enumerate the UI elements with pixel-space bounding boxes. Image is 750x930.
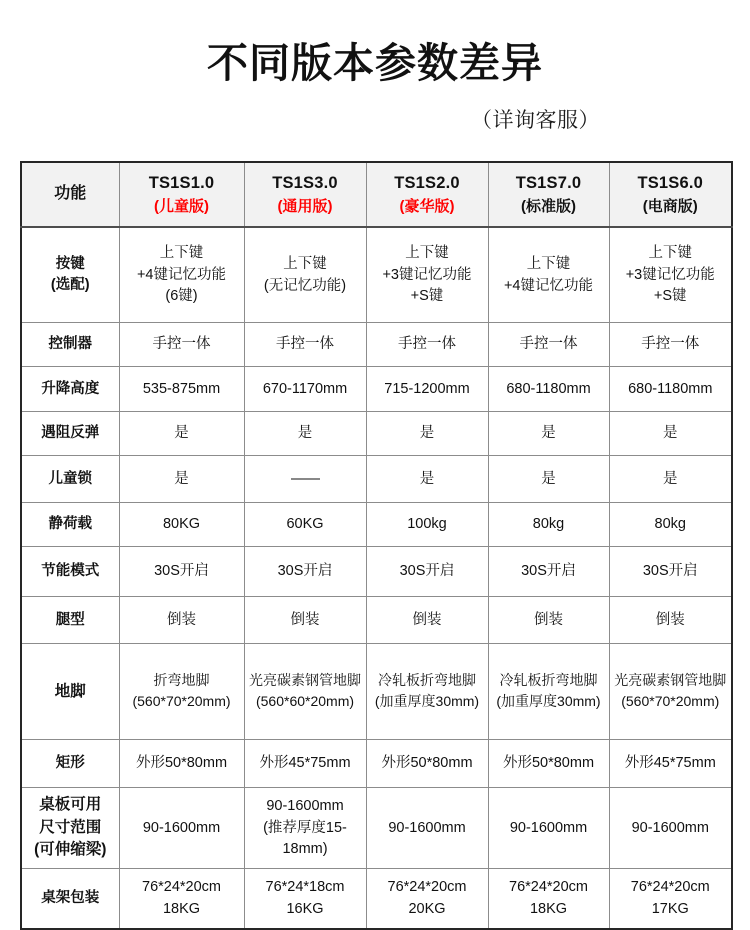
cell-line: +S键 — [410, 288, 444, 305]
cell-line: 30S开启 — [154, 563, 209, 580]
cell-line: 30S开启 — [521, 563, 576, 580]
row-label-line: (选配) — [50, 277, 90, 293]
cell-line: 680-1180mm — [506, 380, 591, 397]
table-header-row — [21, 162, 732, 227]
cell-line: 是 — [297, 425, 313, 442]
cell-line: 90-1600mm — [142, 819, 221, 836]
row-label-line: 桌板可用 — [39, 796, 102, 814]
subtitle-block — [471, 104, 600, 134]
table-row — [21, 597, 732, 644]
row-label-cell — [21, 547, 119, 597]
table-cell — [119, 367, 244, 412]
table-cell — [119, 227, 244, 323]
cell-line: (无记忆功能) — [263, 277, 347, 294]
cell-line: 76*24*20cm — [509, 879, 588, 896]
row-label-line: 地脚 — [54, 682, 86, 700]
table-cell — [488, 740, 609, 788]
page-title: 不同版本参数差异 — [207, 40, 543, 86]
table-cell — [119, 503, 244, 547]
table-cell — [244, 869, 366, 930]
cell-line: +4键记忆功能 — [136, 266, 227, 283]
table-cell — [119, 597, 244, 644]
table-row — [21, 456, 732, 503]
table-cell — [119, 323, 244, 367]
spec-table-wrap — [20, 161, 731, 930]
cell-line: 手控一体 — [519, 336, 578, 353]
cell-line: 光亮碳素钢管地脚 — [614, 672, 727, 689]
table-cell — [366, 412, 488, 456]
table-row — [21, 227, 732, 323]
table-cell — [366, 367, 488, 412]
cell-line: 上下键 — [405, 245, 449, 262]
table-body — [21, 162, 732, 929]
cell-line: 18KG — [529, 901, 568, 917]
cell-line: 100kg — [407, 516, 447, 533]
table-cell — [488, 227, 609, 323]
cell-line: 90-1600mm — [631, 819, 709, 836]
table-row — [21, 323, 732, 367]
title-block — [0, 42, 750, 85]
table-cell — [244, 547, 366, 597]
cell-line: 30S开启 — [642, 563, 698, 580]
table-cell — [366, 456, 488, 503]
cell-line: 76*24*20cm — [387, 879, 467, 896]
cell-line: 冷轧板折弯地脚 — [499, 672, 598, 689]
cell-line: 20KG — [408, 901, 446, 917]
cell-line: 倒装 — [412, 611, 442, 628]
table-cell — [488, 412, 609, 456]
row-label-line: 桌架包装 — [41, 890, 100, 907]
row-label-line: 遇阻反弹 — [41, 425, 100, 442]
cell-line: 外形45*75mm — [259, 755, 351, 772]
model-code: TS1S2.0 — [394, 173, 460, 192]
cell-line: 上下键 — [526, 255, 571, 272]
cell-line: 是 — [174, 425, 189, 442]
header-cell-feature: 功能 — [21, 162, 119, 227]
cell-line: 535-875mm — [142, 380, 221, 397]
cell-line: 手控一体 — [641, 336, 700, 353]
cell-line: +4键记忆功能 — [503, 277, 594, 294]
table-cell — [488, 323, 609, 367]
cell-line: 76*24*18cm — [265, 879, 345, 896]
model-code: TS1S6.0 — [637, 173, 704, 192]
cell-line: 外形50*80mm — [381, 755, 473, 772]
cell-line: 680-1180mm — [628, 380, 713, 397]
table-cell — [366, 323, 488, 367]
table-cell — [119, 547, 244, 597]
table-row — [21, 740, 732, 788]
cell-line: 是 — [419, 470, 435, 487]
table-cell — [119, 456, 244, 503]
table-cell — [609, 597, 732, 644]
model-variant: (电商版) — [642, 198, 698, 216]
cell-line: +S键 — [653, 288, 687, 305]
row-label-cell — [21, 644, 119, 740]
cell-line: 倒装 — [167, 611, 196, 628]
cell-line: +3键记忆功能 — [625, 266, 715, 283]
table-row — [21, 367, 732, 412]
model-variant: (儿童版) — [154, 198, 209, 216]
table-cell — [244, 323, 366, 367]
cell-line: 715-1200mm — [384, 380, 470, 397]
cell-line: 光亮碳素钢管地脚 — [249, 672, 361, 689]
table-cell — [609, 456, 732, 503]
table-cell — [609, 323, 732, 367]
row-label-line: 尺寸范围 — [39, 818, 102, 836]
header-cell-model-4 — [488, 162, 609, 227]
row-label-cell — [21, 503, 119, 547]
cell-line: 外形50*80mm — [502, 755, 595, 772]
table-row — [21, 869, 732, 930]
table-cell — [609, 740, 732, 788]
header-cell-model-3 — [366, 162, 488, 227]
cell-line: 90-1600mm — [509, 819, 588, 836]
cell-line: 冷轧板折弯地脚 — [378, 672, 476, 689]
table-cell — [244, 503, 366, 547]
row-label-cell — [21, 869, 119, 930]
model-variant: (通用版) — [277, 198, 333, 216]
spec-comparison-table — [20, 161, 733, 930]
table-cell — [488, 503, 609, 547]
row-label-line: 儿童锁 — [48, 470, 92, 487]
cell-line: —— — [291, 470, 319, 488]
cell-line: 折弯地脚 — [153, 672, 210, 689]
row-label-line: 升降高度 — [41, 380, 100, 397]
cell-line: (560*70*20mm) — [621, 693, 720, 709]
cell-line: (6键) — [165, 288, 198, 305]
table-cell — [488, 869, 609, 930]
cell-line: 倒装 — [534, 611, 563, 628]
model-variant: (豪华版) — [399, 198, 455, 216]
table-cell — [366, 227, 488, 323]
cell-line: 30S开启 — [277, 563, 333, 580]
cell-line: (560*70*20mm) — [132, 693, 231, 709]
cell-line: 80kg — [532, 516, 565, 533]
cell-line: 手控一体 — [276, 336, 334, 353]
cell-line: 是 — [419, 425, 435, 442]
cell-line: 90-1600mm — [266, 798, 344, 815]
cell-line: (560*60*20mm) — [255, 693, 355, 709]
cell-line: 17KG — [651, 901, 689, 917]
row-label-line: 节能模式 — [41, 563, 100, 580]
cell-line: 是 — [541, 425, 556, 442]
cell-line: 76*24*20cm — [142, 879, 221, 896]
row-label-line: 腿型 — [55, 611, 85, 628]
table-cell — [366, 503, 488, 547]
table-cell — [244, 788, 366, 869]
row-label-cell — [21, 597, 119, 644]
model-code: TS1S1.0 — [148, 173, 215, 192]
table-cell — [366, 740, 488, 788]
table-cell — [119, 644, 244, 740]
cell-line: 30S开启 — [399, 563, 455, 580]
table-row — [21, 788, 732, 869]
model-code: TS1S3.0 — [272, 173, 338, 192]
cell-line: 76*24*20cm — [630, 879, 710, 896]
cell-line: (加重厚度30mm) — [496, 693, 601, 709]
table-cell — [366, 644, 488, 740]
table-cell — [366, 547, 488, 597]
table-cell — [609, 788, 732, 869]
table-cell — [244, 227, 366, 323]
cell-line: 手控一体 — [152, 336, 211, 353]
cell-line: 80kg — [654, 516, 686, 533]
cell-line: 是 — [541, 470, 556, 487]
table-cell — [488, 597, 609, 644]
cell-line: 上下键 — [159, 245, 204, 262]
cell-line: 80KG — [162, 516, 201, 533]
table-cell — [244, 367, 366, 412]
table-cell — [244, 597, 366, 644]
header-cell-model-2 — [244, 162, 366, 227]
table-cell — [119, 788, 244, 869]
table-cell — [366, 597, 488, 644]
page-subtitle: （详询客服） — [471, 109, 600, 132]
row-label-line: 静荷载 — [48, 516, 92, 533]
table-cell — [244, 740, 366, 788]
row-label-cell — [21, 456, 119, 503]
table-row — [21, 547, 732, 597]
row-label-cell — [21, 740, 119, 788]
table-cell — [488, 456, 609, 503]
table-cell — [609, 503, 732, 547]
cell-line: 上下键 — [648, 245, 692, 262]
cell-line: 外形50*80mm — [135, 755, 228, 772]
table-cell — [244, 412, 366, 456]
model-code: TS1S7.0 — [515, 173, 582, 192]
cell-line: 670-1170mm — [262, 380, 348, 397]
header-cell-model-5 — [609, 162, 732, 227]
cell-line: 60KG — [286, 516, 324, 533]
cell-line: 是 — [174, 470, 189, 487]
row-label-cell — [21, 227, 119, 323]
cell-line: 18KG — [162, 901, 201, 917]
table-row — [21, 503, 732, 547]
cell-line: 外形45*75mm — [624, 755, 716, 772]
cell-line: (加重厚度30mm) — [374, 693, 480, 709]
table-row — [21, 412, 732, 456]
table-cell — [488, 644, 609, 740]
table-cell — [488, 788, 609, 869]
row-label-cell — [21, 412, 119, 456]
table-cell — [609, 412, 732, 456]
table-cell — [609, 547, 732, 597]
row-label-cell — [21, 788, 119, 869]
table-cell — [119, 412, 244, 456]
table-cell — [609, 367, 732, 412]
row-label-line: (可伸缩梁) — [34, 841, 107, 859]
row-label-line: 矩形 — [55, 755, 85, 772]
row-label-cell — [21, 323, 119, 367]
table-cell — [366, 788, 488, 869]
cell-line: 16KG — [286, 901, 324, 917]
cell-line: 是 — [663, 470, 678, 487]
model-variant: (标准版) — [521, 198, 576, 216]
row-label-line: 按键 — [55, 256, 85, 273]
table-cell — [119, 869, 244, 930]
table-cell — [366, 869, 488, 930]
cell-line: 90-1600mm — [388, 819, 466, 836]
cell-line: 是 — [663, 425, 678, 442]
table-cell — [488, 367, 609, 412]
cell-line: +3键记忆功能 — [382, 266, 472, 283]
cell-line: 18mm) — [282, 841, 328, 858]
cell-line: (推荐厚度15- — [263, 819, 347, 836]
row-label-cell — [21, 367, 119, 412]
row-label-line: 控制器 — [48, 336, 92, 353]
cell-line: 倒装 — [290, 611, 320, 628]
table-row — [21, 644, 732, 740]
cell-line: 手控一体 — [398, 336, 456, 353]
cell-line: 上下键 — [283, 255, 327, 272]
header-cell-model-1 — [119, 162, 244, 227]
table-cell — [488, 547, 609, 597]
table-cell — [609, 644, 732, 740]
table-cell — [119, 740, 244, 788]
table-cell — [244, 644, 366, 740]
table-cell — [609, 227, 732, 323]
table-cell — [609, 869, 732, 930]
table-cell — [244, 456, 366, 503]
cell-line: 倒装 — [655, 611, 685, 628]
